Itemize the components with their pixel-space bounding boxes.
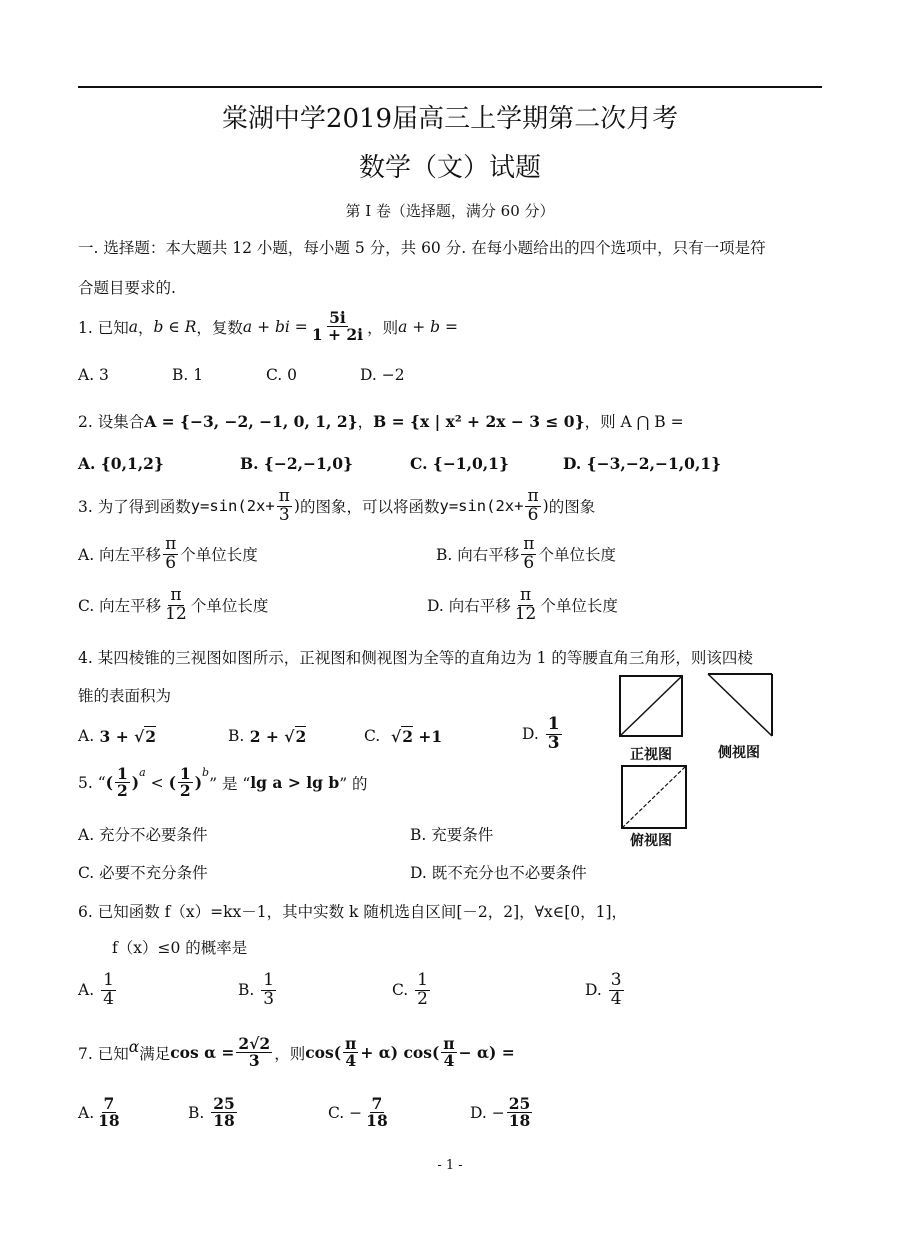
q2-stem: 2. 设集合: [78, 413, 145, 431]
q6-option-c-letter: C.: [392, 981, 409, 1000]
header-rule: [78, 86, 822, 88]
q3-tail: 的图象: [548, 498, 596, 517]
q4-line-1: 4. 某四棱锥的三视图如图所示，正视图和侧视图为全等的直角边为 1 的等腰直角三角形，则该四棱: [78, 649, 753, 667]
q7-ask-den-1: 4: [345, 1051, 357, 1071]
q6-option-c-fraction: [415, 972, 430, 1009]
q2-option-d: D. {−3,−2,−1,0,1}: [563, 454, 722, 473]
intro-line-1: 一. 选择题：本大题共 12 小题，每小题 5 分，共 60 分. 在每小题给出的四个选项中，只有一项是符: [78, 239, 766, 257]
q1-numerator: 5i: [329, 308, 346, 327]
q1-option-b: B. 1: [172, 366, 204, 384]
q6-option-b-letter: B.: [238, 981, 255, 1000]
q3-func-1-fraction: [277, 488, 292, 525]
question-7: [78, 1036, 515, 1070]
q5-left-exp: a: [139, 766, 146, 779]
q4-option-a-rad: 2: [145, 727, 157, 746]
q6-option-c-num: 1: [417, 970, 428, 990]
q5-option-d: D. 既不充分也不必要条件: [410, 864, 587, 882]
q7-option-a-den: 18: [98, 1111, 120, 1131]
q3-func-2-fraction: [525, 488, 540, 525]
q5-right-exp: b: [202, 766, 210, 779]
q3-option-d-num: π: [519, 585, 532, 605]
q1-cond: b ∈ R: [153, 317, 197, 336]
q3-option-d-den: 12: [514, 603, 537, 624]
q7-option-a-num: 7: [103, 1094, 115, 1113]
q4-option-c-rad: 2: [402, 727, 414, 746]
q7-option-c-letter: C. −: [328, 1103, 363, 1122]
q2-option-c: C. {−1,0,1}: [410, 454, 509, 473]
q6-option-d-letter: D.: [585, 981, 602, 1000]
q5-tail: ” 的: [339, 774, 368, 793]
q3-option-c-fraction: [163, 587, 189, 624]
q7-option-b: [188, 1096, 239, 1130]
q3-func-2-pre: y=sin(2x+: [439, 497, 524, 516]
q6-option-b-den: 3: [263, 988, 275, 1009]
q3-stem: 3. 为了得到函数: [78, 498, 191, 517]
q1-var-a: a: [128, 317, 138, 336]
q7-ask-mid: + α) cos(: [360, 1043, 440, 1063]
q1-option-d: D. −2: [360, 366, 405, 384]
q6-option-a-letter: A.: [78, 981, 95, 1000]
q5-compare: lg a > lg b: [250, 773, 340, 793]
side-view: [708, 674, 772, 736]
q3-option-a-num: π: [165, 534, 177, 554]
q3-option-b-fraction: [521, 536, 536, 573]
q2-tail: ，则 A ⋂ B =: [584, 413, 684, 431]
q5-stem: 5. “: [78, 773, 106, 792]
q5-mid: ” 是 “: [209, 774, 251, 793]
q1-expr: a + bi =: [242, 317, 308, 336]
q7-ask-pre: cos(: [305, 1043, 342, 1063]
q3-func-1-den: 3: [278, 504, 290, 525]
q1-stem: 1. 已知: [78, 318, 129, 337]
q5-left-fraction: [115, 766, 130, 800]
q2-set-b: B = {x | x² + 2x − 3 ≤ 0}: [373, 412, 585, 431]
q6-option-b-fraction: [261, 972, 276, 1009]
page-number: - 1 -: [437, 1158, 463, 1173]
q5-op: <: [150, 773, 164, 792]
q4-option-d: [522, 716, 564, 753]
q4-option-b-letter: B.: [228, 727, 245, 745]
q5-option-a: A. 充分不必要条件: [78, 826, 208, 844]
q1-option-a: A. 3: [78, 366, 109, 384]
q7-stem: 7. 已知: [78, 1044, 129, 1063]
q4-option-c-letter: C.: [364, 727, 381, 745]
exam-title: 棠湖中学2019届高三上学期第二次月考: [221, 104, 679, 134]
question-2: [78, 410, 684, 432]
q4-option-d-letter: D.: [522, 725, 539, 744]
q7-option-d: [470, 1096, 534, 1130]
q3-option-b-pre: B. 向右平移: [436, 546, 520, 565]
q6-option-a-num: 1: [103, 970, 114, 990]
q7-option-c-den: 18: [366, 1111, 388, 1131]
q6-option-c-den: 2: [417, 988, 428, 1009]
q7-option-a-fraction: [96, 1096, 122, 1130]
side-view-diagonal: [708, 674, 772, 736]
q3-option-a-fraction: [163, 536, 178, 573]
q7-cos-den: 3: [248, 1051, 260, 1071]
front-view-diagonal: [620, 676, 682, 736]
q6-line-2: f（x）≤0 的概率是: [112, 939, 248, 957]
q7-option-c: [328, 1096, 392, 1130]
intro-line-2: 合题目要求的.: [78, 279, 176, 297]
top-view-label: 俯视图: [630, 833, 672, 849]
q3-option-b-num: π: [523, 534, 535, 554]
q1-tail: ，则: [367, 318, 399, 337]
q3-option-d-pre: D. 向右平移: [427, 597, 511, 616]
q6-option-a-den: 4: [103, 988, 114, 1009]
q4-option-b-rad: 2: [295, 727, 307, 746]
q3-option-c-post: 个单位长度: [190, 597, 269, 616]
q3-option-b-post: 个单位长度: [538, 546, 616, 565]
q7-option-d-num: 25: [508, 1094, 531, 1113]
q7-ask-fraction-2: [441, 1036, 456, 1070]
q5-right-fraction: [178, 766, 193, 800]
q3-func-1-post: ): [293, 497, 300, 516]
q7-option-b-letter: B.: [188, 1103, 205, 1122]
q5-right-num: 1: [179, 764, 191, 783]
q2-set-a: A = {−3, −2, −1, 0, 1, 2}: [144, 412, 358, 431]
part-heading: 第 I 卷（选择题，满分 60 分）: [345, 202, 555, 220]
q4-line-2: 锥的表面积为: [78, 687, 172, 705]
top-view-dashed-diagonal: [622, 766, 686, 828]
front-view: [620, 676, 682, 736]
q3-func-1-pre: y=sin(2x+: [190, 497, 275, 516]
q3-option-d-post: 个单位长度: [540, 597, 618, 616]
q7-ask-num-1: π: [345, 1034, 357, 1053]
q4-option-d-fraction: [546, 716, 562, 753]
q1-denominator: 1 + 2i: [311, 325, 364, 345]
q3-option-c-num: π: [170, 585, 182, 605]
q6-option-d-fraction: [609, 972, 624, 1009]
q6-line-1: 6. 已知函数 f（x）=kx－1，其中实数 k 随机选自区间[－2，2]，∀x∈[0，1]，: [78, 903, 628, 921]
q6-option-d: [585, 972, 626, 1009]
q7-ask-num-2: π: [443, 1034, 455, 1053]
q4-option-c-val: +1: [418, 726, 443, 746]
q1-option-c: C. 0: [266, 366, 298, 384]
q7-mid: 满足: [139, 1044, 171, 1063]
question-5: 5. “ ( $\frac{1}{2}$ ) $^a$ < ( $\frac{1}{2}$ ) $^b$ ” 是 “ lg a > lg b ” 的: [78, 764, 368, 801]
q7-cos-num: 2√2: [238, 1034, 271, 1053]
top-view: [622, 766, 686, 828]
q3-option-d-fraction: [513, 587, 539, 624]
q3-option-c-pre: C. 向左平移: [78, 597, 162, 616]
q5-left-num: 1: [116, 764, 128, 783]
q3-func-1-num: π: [278, 486, 290, 506]
q2-option-a: A. {0,1,2}: [78, 454, 164, 473]
q3-option-b: [436, 536, 616, 573]
q2-mid: ，: [357, 413, 374, 431]
q7-option-b-num: 25: [213, 1094, 235, 1113]
q4-option-c: C. √ 2 +1: [364, 726, 443, 746]
q7-option-d-letter: D. −: [470, 1103, 505, 1122]
q3-option-c: [78, 587, 268, 624]
q4-option-d-den: 3: [547, 732, 560, 753]
q1-mid: ，复数: [196, 318, 243, 337]
q4-option-b-val: 2 +: [249, 726, 279, 746]
q6-option-a-fraction: [101, 972, 116, 1009]
q5-left-den: 2: [116, 781, 128, 801]
question-1: [78, 310, 458, 344]
q7-option-a-letter: A.: [78, 1103, 95, 1122]
q7-option-d-fraction: [507, 1096, 533, 1130]
q7-cos-pre: cos α =: [170, 1043, 235, 1063]
q2-option-b: B. {−2,−1,0}: [240, 454, 353, 473]
q5-option-c: C. 必要不充分条件: [78, 864, 208, 882]
q1-fraction: [310, 310, 365, 344]
q7-ask-post: − α) =: [458, 1043, 515, 1063]
q6-option-c: [392, 972, 432, 1009]
exam-subtitle: 数学（文）试题: [358, 153, 541, 183]
q7-option-a: [78, 1096, 124, 1130]
q3-option-c-den: 12: [165, 603, 187, 624]
q3-func-1: [191, 497, 275, 515]
question-3: [78, 488, 595, 525]
q1-ask: a + b =: [398, 317, 458, 336]
q4-option-a: A. 3 + √ 2: [78, 726, 157, 746]
q7-option-d-den: 18: [508, 1111, 531, 1131]
q4-option-d-num: 1: [547, 714, 560, 734]
q7-ask-fraction-1: [343, 1036, 358, 1070]
q3-func-2-post: ): [542, 497, 549, 516]
q7-cos-fraction: [236, 1036, 272, 1070]
q4-option-b: B. 2 + √ 2: [228, 726, 307, 746]
q7-option-c-fraction: [364, 1096, 390, 1130]
q4-option-a-val: 3 +: [99, 726, 129, 746]
q6-option-b-num: 1: [263, 970, 275, 990]
q3-option-a-pre: A. 向左平移: [78, 546, 162, 565]
q6-option-b: [238, 972, 278, 1009]
q6-option-d-num: 3: [610, 970, 622, 990]
q3-mid: 的图象，可以将函数: [299, 498, 440, 517]
q7-tail: ，则: [274, 1044, 306, 1063]
front-view-label: 正视图: [630, 747, 672, 763]
q7-option-b-fraction: [211, 1096, 237, 1130]
q3-func-2-den: 6: [527, 504, 539, 525]
side-view-label: 侧视图: [718, 745, 760, 761]
q7-alpha: α: [128, 1038, 140, 1056]
q3-option-d: [427, 587, 618, 624]
q7-ask-den-2: 4: [443, 1051, 455, 1071]
q6-option-a: [78, 972, 118, 1009]
q6-option-d-den: 4: [610, 988, 622, 1009]
q7-option-b-den: 18: [213, 1111, 235, 1131]
q4-option-a-letter: A.: [78, 727, 95, 745]
q3-option-a-post: 个单位长度: [180, 546, 258, 565]
q3-func-2-num: π: [527, 486, 539, 506]
q5-option-b: B. 充要条件: [410, 826, 494, 844]
q3-option-a-den: 6: [165, 552, 177, 573]
q3-option-a: [78, 536, 258, 573]
q7-option-c-num: 7: [371, 1094, 383, 1113]
q1-sep: ，: [137, 318, 154, 337]
q5-right-den: 2: [179, 781, 191, 801]
q3-option-b-den: 6: [523, 552, 535, 573]
